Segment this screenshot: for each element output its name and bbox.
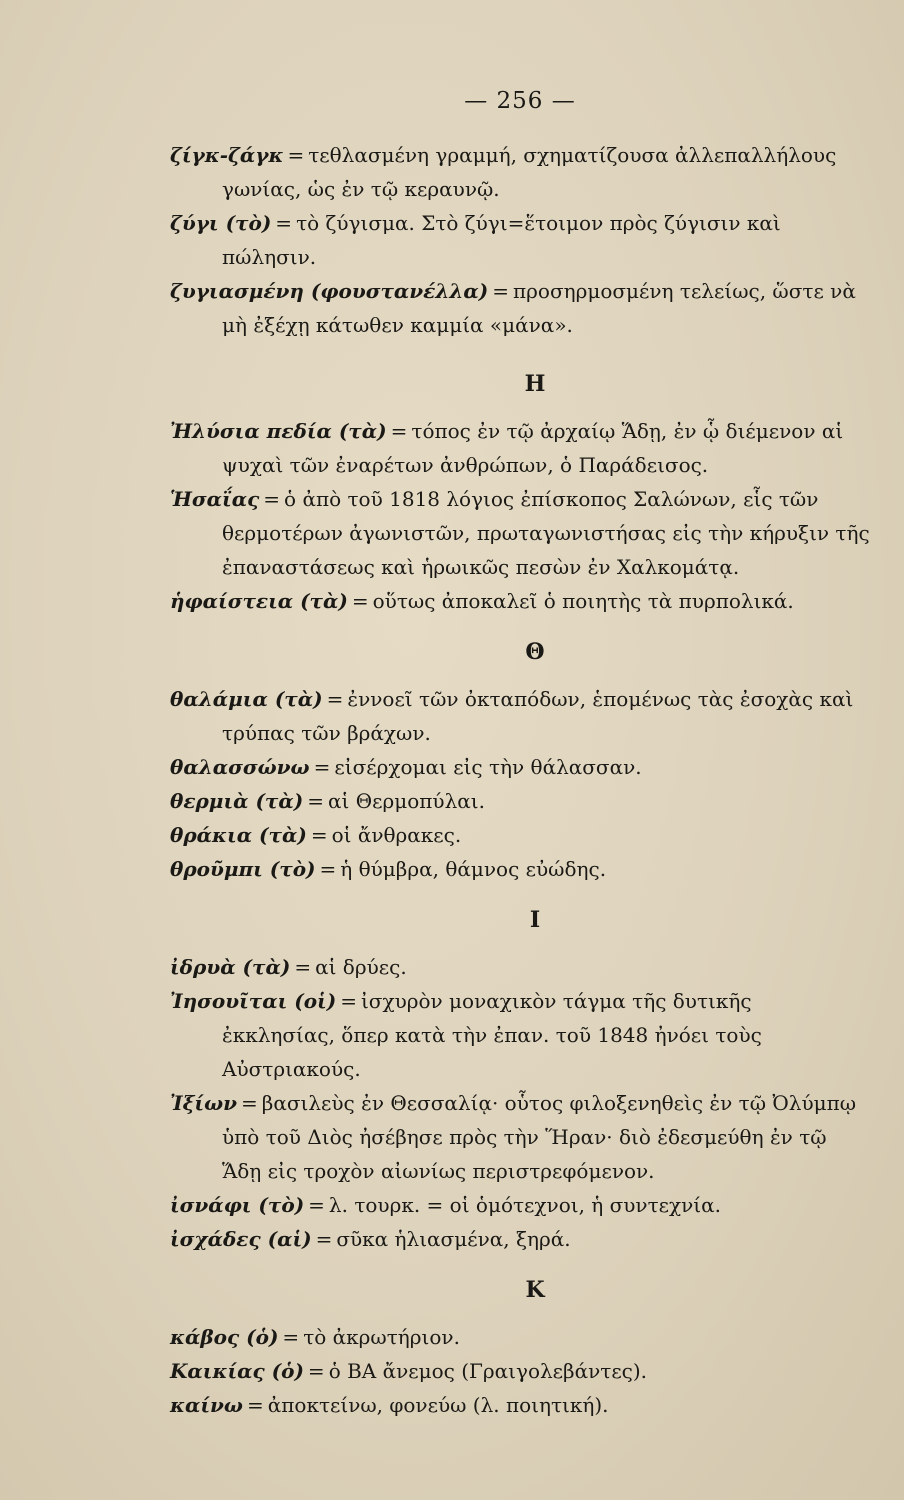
equals-sign: = <box>315 1227 333 1251</box>
equals-sign: = <box>340 989 357 1013</box>
equals-sign: = <box>246 1393 264 1417</box>
entry-term: θροῦμπι (τὸ) <box>170 857 316 881</box>
equals-sign: = <box>263 487 281 511</box>
entry-term: καίνω <box>170 1393 243 1417</box>
page-number: — 256 — <box>464 88 576 114</box>
glossary-entry <box>170 584 870 618</box>
entry-definition: ὁ ἀπὸ τοῦ 1818 λόγιος ἐπίσκοπος Σαλώνων, εἷς τῶν θερμοτέρων ἀγωνιστῶν, πρωταγωνιστήσας εἰς τὴν κήρυξιν τῆς ἐπαναστάσεως καὶ ἡρωικῶς πεσὼν ἐν Χαλκομάτᾳ. <box>222 487 870 579</box>
equals-sign: = <box>287 143 305 167</box>
equals-sign: = <box>492 279 509 303</box>
glossary-entry <box>170 206 870 274</box>
entry-term: θαλάμια (τὰ) <box>170 687 323 711</box>
entry-definition: τόπος ἐν τῷ ἀρχαίῳ Ἅδῃ, ἐν ᾧ διέμενον αἱ ψυχαὶ τῶν ἐναρέτων ἀνθρώπων, ὁ Παράδεισος. <box>222 419 844 477</box>
entry-term: Ἰξίων <box>170 1091 238 1115</box>
glossary-entry <box>170 682 870 750</box>
glossary-entry <box>170 784 870 818</box>
section-eta <box>170 356 870 618</box>
equals-sign: = <box>351 589 369 613</box>
entry-definition: βασιλεὺς ἐν Θεσσαλίᾳ· οὗτος φιλοξενηθεὶς ἐν τῷ Ὀλύμπῳ ὑπὸ τοῦ Διὸς ἠσέβησε πρὸς τὴν Ἥραν· διὸ ἐδεσμεύθη ἐν τῷ Ἅδῃ εἰς τροχὸν αἰωνίως περιστρεφόμενον. <box>222 1091 857 1183</box>
glossary-entry <box>170 1086 870 1188</box>
equals-sign: = <box>241 1091 258 1115</box>
entry-term: ἰσνάφι (τὸ) <box>170 1193 305 1217</box>
glossary-entry <box>170 852 870 886</box>
entry-definition: τὸ ἀκρωτήριον. <box>303 1325 460 1349</box>
entry-definition: λ. τουρκ. = οἱ ὁμότεχνοι, ἡ συντεχνία. <box>328 1193 722 1217</box>
entry-definition: ὁ ΒΑ ἄνεμος (Γραιγολεβάντες). <box>328 1359 648 1383</box>
equals-sign: = <box>313 755 331 779</box>
entry-term: ζύγι (τὸ) <box>170 211 272 235</box>
glossary-entry <box>170 138 870 206</box>
equals-sign: = <box>310 823 328 847</box>
glossary-entry <box>170 950 870 984</box>
entry-definition: αἱ Θερμοπύλαι. <box>328 789 485 813</box>
entry-definition: σῦκα ἡλιασμένα, ξηρά. <box>336 1227 571 1251</box>
equals-sign: = <box>319 857 337 881</box>
entry-definition: τὸ ζύγισμα. Στὸ ζύγι=ἕτοιμον πρὸς ζύγισιν καὶ πώλησιν. <box>222 211 781 269</box>
entry-definition: ἡ θύμβρα, θάμνος εὐώδης. <box>340 857 607 881</box>
section-letter: Ι <box>529 907 541 933</box>
entry-term: θαλασσώνω <box>170 755 310 779</box>
section-theta <box>170 624 870 886</box>
section-iota <box>170 892 870 1256</box>
entry-definition: οἱ ἄνθρακες. <box>331 823 462 847</box>
equals-sign: = <box>307 789 325 813</box>
glossary-entry <box>170 984 870 1086</box>
glossary-entry <box>170 750 870 784</box>
glossary-entry <box>170 1222 870 1256</box>
section-letter: Κ <box>525 1277 545 1303</box>
glossary-entry <box>170 482 870 584</box>
entry-term: κάβος (ὁ) <box>170 1325 279 1349</box>
entry-term: ἰδρυὰ (τὰ) <box>170 955 291 979</box>
section-kappa <box>170 1262 870 1422</box>
entry-term: θερμιὰ (τὰ) <box>170 789 304 813</box>
entry-term: Ἡσαΐας <box>170 487 260 511</box>
entry-definition: προσηρμοσμένη τελείως, ὥστε νὰ μὴ ἐξέχῃ κάτωθεν καμμία «μάνα». <box>222 279 856 337</box>
entry-definition: οὕτως ἀποκαλεῖ ὁ ποιητὴς τὰ πυρπολικά. <box>372 589 794 613</box>
glossary-entry <box>170 1188 870 1222</box>
entry-term: Καικίας (ὁ) <box>170 1359 304 1383</box>
glossary-entry <box>170 1354 870 1388</box>
equals-sign: = <box>308 1193 325 1217</box>
glossary-content <box>170 138 870 1422</box>
entry-definition: ἐννοεῖ τῶν ὀκταπόδων, ἑπομένως τὰς ἐσοχὰς καὶ τρύπας τῶν βράχων. <box>222 687 854 745</box>
entry-definition: τεθλασμένη γραμμή, σχηματίζουσα ἀλλεπαλλήλους γωνίας, ὡς ἐν τῷ κεραυνῷ. <box>222 143 837 201</box>
glossary-entry <box>170 414 870 482</box>
entry-term: ἰσχάδες (αἱ) <box>170 1227 312 1251</box>
equals-sign: = <box>307 1359 325 1383</box>
entry-definition: αἱ δρύες. <box>315 955 407 979</box>
section-letter: Θ <box>525 639 545 665</box>
glossary-entry <box>170 818 870 852</box>
equals-sign: = <box>294 955 312 979</box>
entry-definition: εἰσέρχομαι εἰς τὴν θάλασσαν. <box>334 755 642 779</box>
glossary-entry <box>170 274 870 342</box>
equals-sign: = <box>282 1325 300 1349</box>
entry-definition: ἀποκτείνω, φονεύω (λ. ποιητική). <box>267 1393 609 1417</box>
section-zeta <box>170 138 870 342</box>
entry-term: Ἠλύσια πεδία (τὰ) <box>170 419 387 443</box>
entry-term: ζίγκ-ζάγκ <box>170 143 284 167</box>
section-letter: Η <box>524 371 546 397</box>
entry-term: Ἰησουῖται (οἱ) <box>170 989 337 1013</box>
entry-definition: ἰσχυρὸν μοναχικὸν τάγμα τῆς δυτικῆς ἐκκλησίας, ὅπερ κατὰ τὴν ἐπαν. τοῦ 1848 ἠνόει τοὺς Αὐστριακούς. <box>222 989 762 1081</box>
equals-sign: = <box>275 211 293 235</box>
glossary-entry <box>170 1388 870 1422</box>
entry-term: ἡφαίστεια (τὰ) <box>170 589 348 613</box>
entry-term: ζυγιασμένη (φουστανέλλα) <box>170 279 489 303</box>
equals-sign: = <box>390 419 408 443</box>
glossary-entry <box>170 1320 870 1354</box>
entry-term: θράκια (τὰ) <box>170 823 307 847</box>
equals-sign: = <box>326 687 344 711</box>
